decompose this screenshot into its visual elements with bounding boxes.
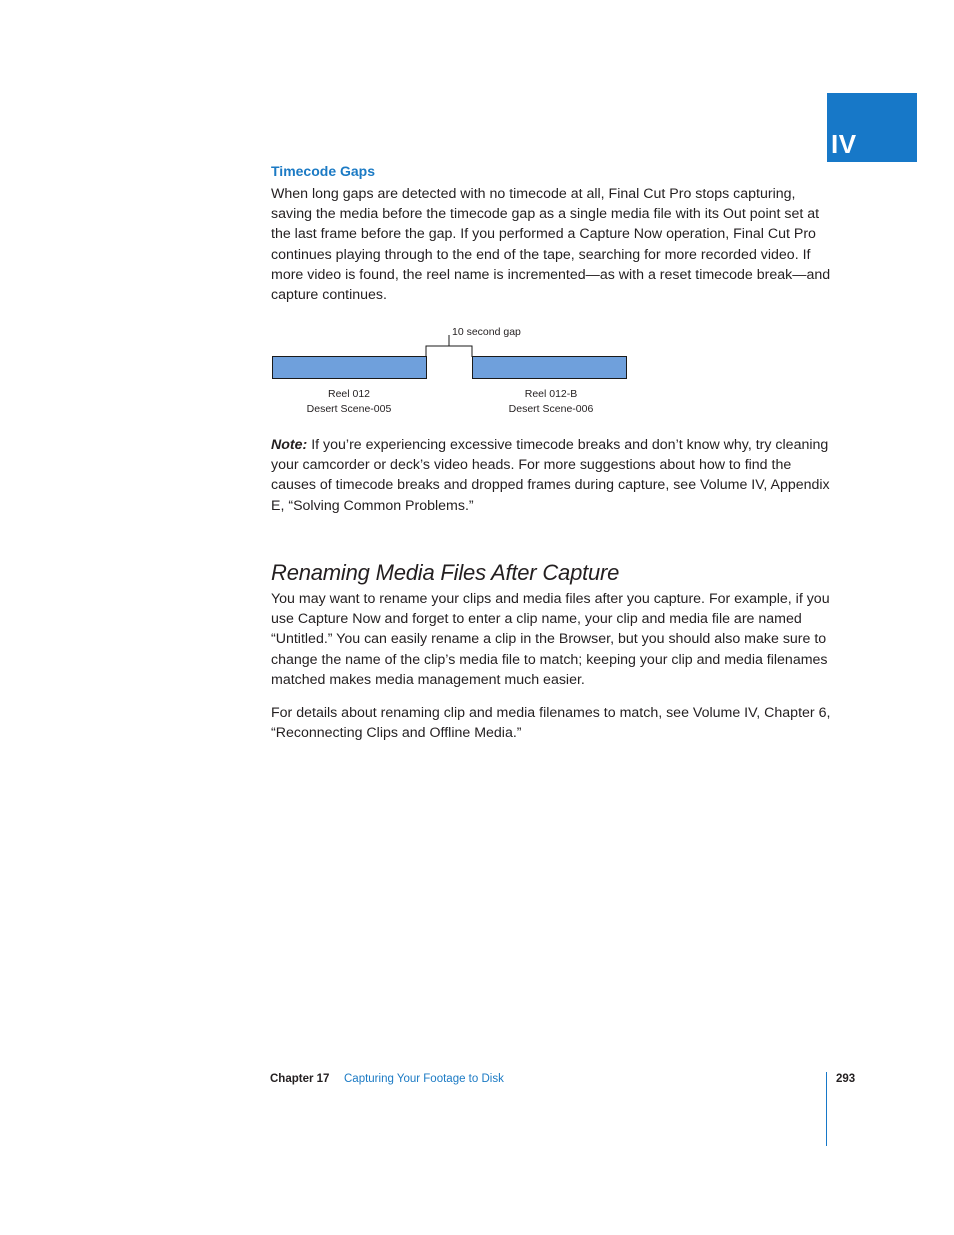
note-label: Note: — [271, 437, 308, 453]
footer-divider — [826, 1072, 827, 1146]
footer-chapter: Chapter 17 — [270, 1073, 330, 1085]
reel-a-name: Reel 012 — [327, 388, 371, 400]
reel-a-scene: Desert Scene-005 — [306, 403, 392, 415]
page-number: 293 — [836, 1073, 856, 1085]
part-tab — [827, 93, 917, 162]
section-title: Renaming Media Files After Capture — [271, 560, 620, 585]
footer-chapter-title[interactable]: Capturing Your Footage to Disk — [344, 1073, 504, 1085]
reel-b-name: Reel 012-B — [524, 388, 578, 400]
timecode-gaps-paragraph: When long gaps are detected with no timecode at all, Final Cut Pro stops capturing, saving the media before the timecode gap as a single media file with its Out point set at the last frame before the gap. If you performed a Capture Now operation, Final Cut Pro continues playing through to the end of the tape, searching for more recorded video. If more video is found, the reel name is incremented—as with a reset timecode break—and capture continues. — [271, 186, 831, 304]
renaming-paragraph-2: For details about renaming clip and media filenames to match, see Volume IV, Chapter 6, “Reconnecting Clips and Offline Media.” — [271, 705, 831, 742]
note-text: If you’re experiencing excessive timecode breaks and don’t know why, try cleaning your camcorder or deck’s video heads. For more suggestions about how to find the causes of timecode breaks and dropped frames during capture, see Volume IV, Appendix E, “Solving Common Problems.” — [271, 437, 830, 514]
reel-b-scene: Desert Scene-006 — [508, 403, 594, 415]
reel-a-caption — [269, 387, 429, 417]
timecode-gaps-heading: Timecode Gaps — [271, 163, 376, 179]
note-paragraph — [271, 435, 831, 516]
part-tab-label: IV — [831, 129, 857, 159]
reel-b-bar — [472, 356, 627, 379]
renaming-paragraph-1: You may want to rename your clips and media files after you capture. For example, if you use Capture Now and forget to enter a clip name, your clip and media file are named “Untitled.” You can easily rename a clip in the Browser, but you should also make sure to change the name of the clip’s media file to match; keeping your clip and media filenames matched makes media management much easier. — [271, 591, 830, 688]
reel-b-caption — [471, 387, 631, 417]
gap-bracket-icon — [425, 334, 477, 358]
reel-a-bar — [272, 356, 427, 379]
timecode-gap-diagram — [265, 322, 645, 422]
gap-label: 10 second gap — [452, 326, 521, 338]
